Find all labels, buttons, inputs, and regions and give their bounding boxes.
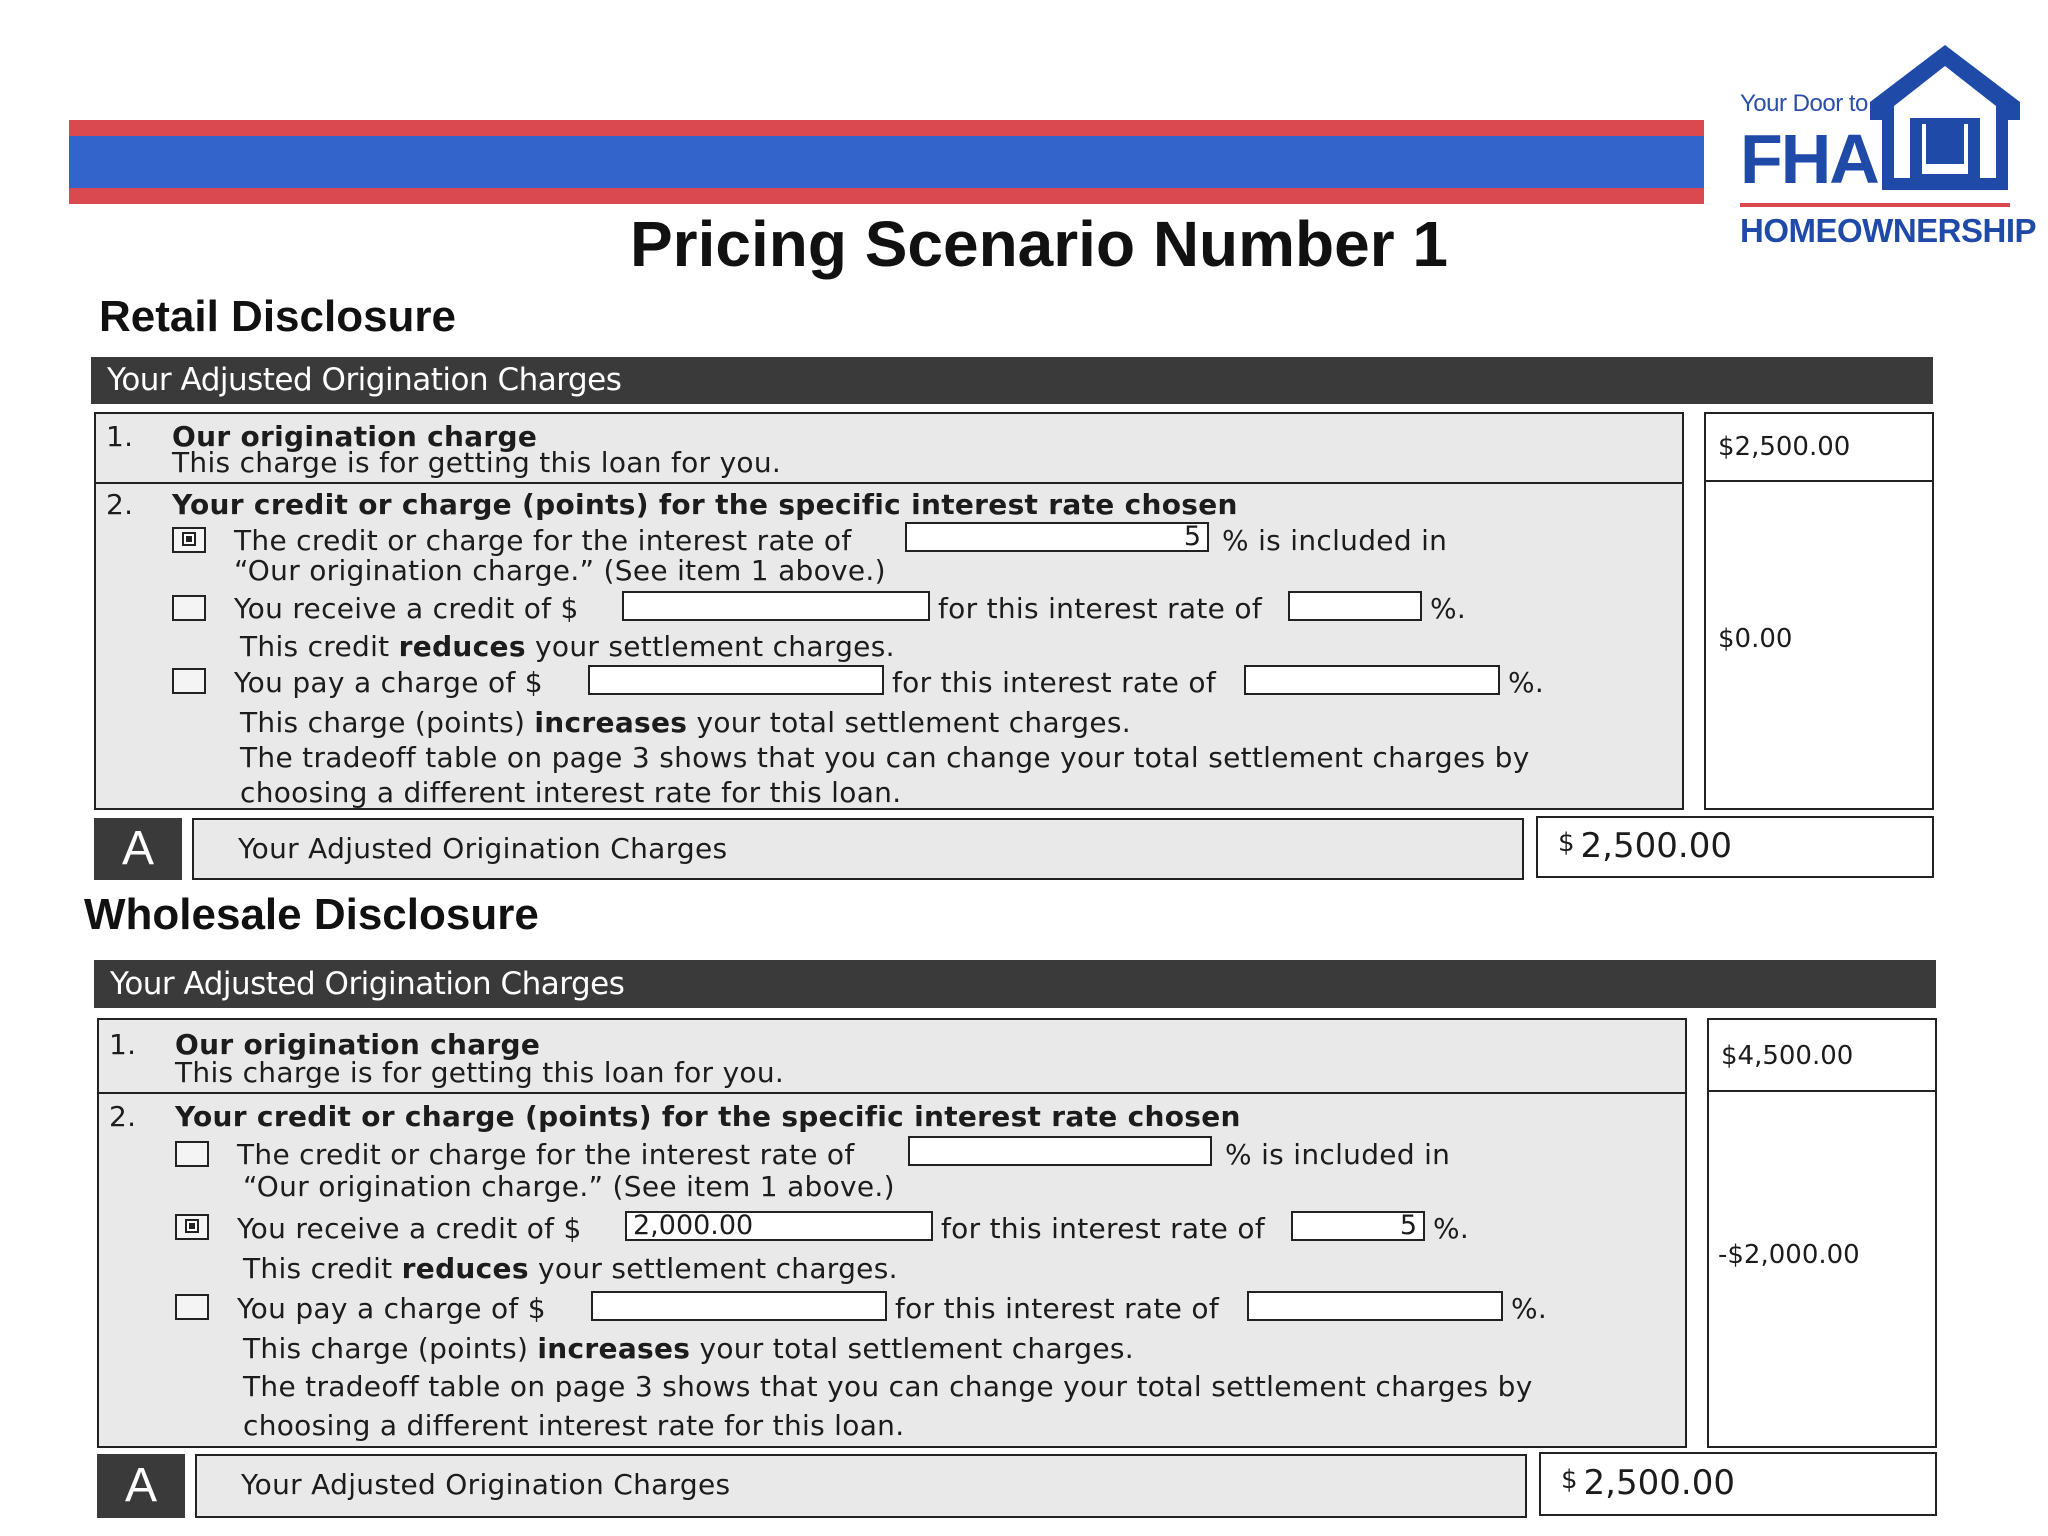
wholesale-option-charge-suffix: %.	[1511, 1292, 1548, 1325]
retail-tradeoff-line1: The tradeoff table on page 3 shows that you can change your total settlement charges by	[240, 741, 1530, 774]
wholesale-item1-amount: $4,500.00	[1721, 1041, 1854, 1071]
wholesale-total-amount: $ 2,500.00	[1561, 1463, 1735, 1503]
logo-tagline-small: Your Door to	[1740, 90, 1868, 117]
retail-total-letter: A	[94, 818, 182, 880]
retail-total-amount: $ 2,500.00	[1558, 826, 1732, 866]
wholesale-option-charge-mid: for this interest rate of	[895, 1292, 1219, 1325]
retail-option-credit-text: You receive a credit of $	[234, 592, 579, 625]
retail-charge-amount-field[interactable]	[588, 665, 884, 695]
retail-item2-amount: $0.00	[1718, 624, 1793, 654]
retail-item1-amount: $2,500.00	[1718, 432, 1851, 462]
wholesale-option-included-suffix: % is included in	[1225, 1138, 1451, 1171]
section-header-bar-retail: Your Adjusted Origination Charges	[91, 357, 1933, 404]
wholesale-option-credit-mid: for this interest rate of	[941, 1212, 1265, 1245]
retail-item1-number: 1.	[106, 420, 134, 453]
retail-option-charge-suffix: %.	[1508, 666, 1545, 699]
wholesale-option-credit-text: You receive a credit of $	[237, 1212, 582, 1245]
wholesale-option-charge-checkbox[interactable]	[175, 1294, 209, 1320]
wholesale-tradeoff-line2: choosing a different interest rate for this loan.	[243, 1409, 905, 1442]
wholesale-item1-title: Our origination charge	[175, 1028, 541, 1061]
wholesale-total-letter: A	[97, 1454, 185, 1518]
retail-total-label: Your Adjusted Origination Charges	[238, 832, 728, 865]
retail-option-charge-text: You pay a charge of $	[234, 666, 543, 699]
retail-item2-number: 2.	[106, 488, 134, 521]
wholesale-option-credit-suffix: %.	[1433, 1212, 1470, 1245]
retail-divider	[94, 482, 1684, 484]
wholesale-tradeoff-line1: The tradeoff table on page 3 shows that you can change your total settlement charges by	[243, 1370, 1533, 1403]
wholesale-item2-number: 2.	[109, 1100, 137, 1133]
section-heading-wholesale: Wholesale Disclosure	[84, 890, 539, 939]
wholesale-charge-rate-field[interactable]	[1247, 1291, 1503, 1321]
wholesale-item1-subtitle: This charge is for getting this loan for you.	[175, 1056, 785, 1089]
wholesale-divider	[97, 1092, 1687, 1094]
checkbox-mark-icon	[182, 532, 196, 546]
wholesale-total-label: Your Adjusted Origination Charges	[241, 1468, 731, 1501]
wholesale-amount-divider	[1707, 1090, 1937, 1092]
retail-credit-rate-field[interactable]	[1288, 591, 1422, 621]
wholesale-option-charge-text: You pay a charge of $	[237, 1292, 546, 1325]
wholesale-credit-rate-field[interactable]: 5	[1291, 1211, 1425, 1241]
retail-option-credit-suffix: %.	[1430, 592, 1467, 625]
retail-credit-amount-field[interactable]	[622, 591, 930, 621]
retail-option-credit-checkbox[interactable]	[172, 595, 206, 621]
retail-option-included-line2: “Our origination charge.” (See item 1 above.)	[234, 554, 886, 587]
retail-included-rate-field[interactable]: 5	[905, 522, 1209, 552]
retail-option-charge-line2: This charge (points) increases your total settlement charges.	[240, 706, 1131, 739]
retail-amount-column	[1704, 412, 1934, 810]
retail-tradeoff-line2: choosing a different interest rate for this loan.	[240, 776, 902, 809]
wholesale-option-included-text: The credit or charge for the interest rate of	[237, 1138, 855, 1171]
retail-item1-title: Our origination charge	[172, 420, 538, 453]
wholesale-option-included-line2: “Our origination charge.” (See item 1 above.)	[243, 1170, 895, 1203]
banner-stripe-red-top	[69, 120, 1704, 136]
wholesale-option-credit-checkbox[interactable]	[175, 1214, 209, 1240]
wholesale-option-charge-line2: This charge (points) increases your total settlement charges.	[243, 1332, 1134, 1365]
wholesale-item1-number: 1.	[109, 1028, 137, 1061]
wholesale-amount-column	[1707, 1018, 1937, 1448]
retail-option-credit-line2: This credit reduces your settlement charges.	[240, 630, 895, 663]
section-header-bar-wholesale: Your Adjusted Origination Charges	[94, 960, 1936, 1008]
retail-option-included-suffix: % is included in	[1222, 524, 1448, 557]
house-icon	[1870, 40, 2020, 190]
checkbox-mark-icon	[185, 1219, 199, 1233]
wholesale-option-included-checkbox[interactable]	[175, 1141, 209, 1167]
retail-option-charge-checkbox[interactable]	[172, 668, 206, 694]
wholesale-credit-amount-field[interactable]: 2,000.00	[625, 1211, 933, 1241]
retail-option-included-text: The credit or charge for the interest rate of	[234, 524, 852, 557]
retail-item2-title: Your credit or charge (points) for the specific interest rate chosen	[172, 488, 1238, 521]
wholesale-option-credit-line2: This credit reduces your settlement charges.	[243, 1252, 898, 1285]
retail-option-credit-mid: for this interest rate of	[938, 592, 1262, 625]
logo-tagline-large: HOMEOWNERSHIP	[1740, 212, 2037, 249]
wholesale-included-rate-field[interactable]	[908, 1136, 1212, 1166]
retail-option-included-checkbox[interactable]	[172, 527, 206, 553]
page-title: Pricing Scenario Number 1	[629, 208, 1449, 280]
section-heading-retail: Retail Disclosure	[99, 292, 457, 341]
retail-item1-subtitle: This charge is for getting this loan for you.	[172, 446, 782, 479]
wholesale-item2-title: Your credit or charge (points) for the specific interest rate chosen	[175, 1100, 1241, 1133]
retail-amount-divider	[1704, 480, 1934, 482]
logo-brand: FHA	[1740, 120, 1878, 198]
wholesale-charge-amount-field[interactable]	[591, 1291, 887, 1321]
banner-stripe-blue	[69, 136, 1704, 188]
retail-charge-rate-field[interactable]	[1244, 665, 1500, 695]
banner-stripe-red-bottom	[69, 188, 1704, 204]
retail-option-charge-mid: for this interest rate of	[892, 666, 1216, 699]
wholesale-item2-amount: -$2,000.00	[1718, 1240, 1860, 1270]
